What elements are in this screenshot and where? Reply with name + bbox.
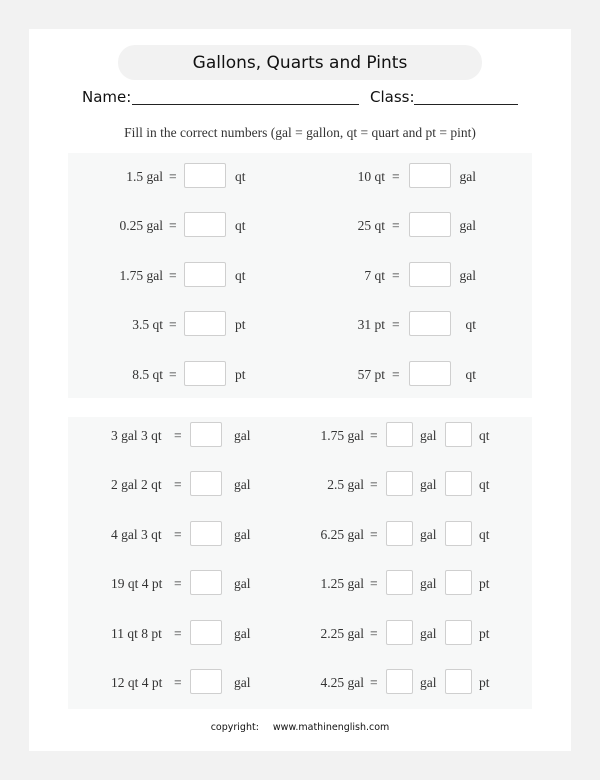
answer-unit: gal [459,218,476,233]
answer-unit-gal: gal [420,477,437,492]
problem-row [0,311,600,339]
answer-unit: qt [465,317,476,332]
given-quantity: 7 qt [364,268,385,283]
given-quantity: 31 pt [357,317,385,332]
section-2-panel [68,417,532,709]
answer-unit-second: pt [479,675,490,690]
answer-unit-gal: gal [420,527,437,542]
equals-sign: = [392,268,400,283]
given-quantity: 2 gal 2 qt [111,477,162,492]
answer-box-second[interactable] [445,422,472,447]
equals-sign: = [174,527,182,542]
answer-unit: pt [235,367,246,382]
class-blank-line[interactable] [414,104,518,105]
equals-sign: = [169,218,177,233]
answer-box[interactable] [409,212,451,237]
answer-box-second[interactable] [445,570,472,595]
equals-sign: = [370,428,378,443]
problem-row [0,212,600,240]
answer-unit-gal: gal [420,675,437,690]
equals-sign: = [392,317,400,332]
answer-unit-gal: gal [420,428,437,443]
answer-box[interactable] [409,163,451,188]
answer-unit: pt [235,317,246,332]
equals-sign: = [169,169,177,184]
site-url: www.mathinenglish.com [272,722,390,733]
answer-box-second[interactable] [445,471,472,496]
problem-row [0,669,600,697]
answer-unit-second: pt [479,576,490,591]
answer-unit-second: qt [479,428,490,443]
given-quantity: 2.5 gal [327,477,364,492]
answer-box-gal[interactable] [386,570,413,595]
name-label: Name: [82,88,132,106]
given-quantity: 11 qt 8 pt [111,626,162,641]
equals-sign: = [169,268,177,283]
class-label: Class: [370,88,415,106]
given-quantity: 12 qt 4 pt [111,675,163,690]
equals-sign: = [174,576,182,591]
answer-box[interactable] [190,620,222,645]
answer-unit: gal [234,428,251,443]
answer-unit: gal [459,268,476,283]
answer-box[interactable] [409,311,451,336]
answer-unit-gal: gal [420,626,437,641]
problem-row [0,361,600,389]
name-blank-line[interactable] [132,104,359,105]
answer-unit: gal [234,527,251,542]
answer-unit: qt [235,218,246,233]
equals-sign: = [174,626,182,641]
given-quantity: 2.25 gal [320,626,364,641]
answer-unit: qt [235,268,246,283]
problem-row [0,163,600,191]
answer-box[interactable] [184,212,226,237]
equals-sign: = [370,527,378,542]
given-quantity: 19 qt 4 pt [111,576,163,591]
footer [0,722,600,733]
answer-box[interactable] [184,361,226,386]
answer-box[interactable] [409,262,451,287]
answer-unit: qt [235,169,246,184]
answer-box-gal[interactable] [386,521,413,546]
worksheet-title [118,45,482,80]
answer-unit: qt [465,367,476,382]
equals-sign: = [169,317,177,332]
equals-sign: = [169,367,177,382]
given-quantity: 4.25 gal [320,675,364,690]
given-quantity: 1.75 gal [320,428,364,443]
equals-sign: = [370,675,378,690]
answer-unit-second: qt [479,477,490,492]
given-quantity: 4 gal 3 qt [111,527,162,542]
answer-unit-gal: gal [420,576,437,591]
answer-unit: gal [234,576,251,591]
title-text: Gallons, Quarts and Pints [192,52,408,73]
answer-box[interactable] [409,361,451,386]
answer-box[interactable] [184,163,226,188]
answer-box-second[interactable] [445,521,472,546]
given-quantity: 57 pt [357,367,385,382]
equals-sign: = [392,367,400,382]
answer-unit: gal [234,675,251,690]
equals-sign: = [392,218,400,233]
answer-box[interactable] [190,422,222,447]
given-quantity: 10 qt [357,169,385,184]
answer-unit: gal [234,477,251,492]
answer-unit-second: pt [479,626,490,641]
answer-box[interactable] [190,521,222,546]
problem-row [0,262,600,290]
answer-box[interactable] [190,669,222,694]
name-class-row [82,86,522,110]
answer-box[interactable] [184,262,226,287]
answer-box-gal[interactable] [386,620,413,645]
equals-sign: = [174,675,182,690]
problem-row [0,570,600,598]
answer-box[interactable] [190,570,222,595]
problem-row [0,620,600,648]
given-quantity: 3 gal 3 qt [111,428,162,443]
equals-sign: = [370,626,378,641]
given-quantity: 25 qt [357,218,385,233]
answer-box-gal[interactable] [386,422,413,447]
equals-sign: = [370,477,378,492]
instructions: Fill in the correct numbers (gal = gallon, qt = quart and pt = pint) [124,125,476,140]
given-quantity: 3.5 qt [132,317,163,332]
problem-row [0,422,600,450]
answer-box-gal[interactable] [386,471,413,496]
answer-box-gal[interactable] [386,669,413,694]
answer-box[interactable] [190,471,222,496]
given-quantity: 1.75 gal [119,268,163,283]
given-quantity: 8.5 qt [132,367,163,382]
problem-row [0,471,600,499]
answer-box[interactable] [184,311,226,336]
given-quantity: 6.25 gal [320,527,364,542]
problem-row [0,521,600,549]
answer-box-second[interactable] [445,669,472,694]
answer-box-second[interactable] [445,620,472,645]
answer-unit-second: qt [479,527,490,542]
answer-unit: gal [459,169,476,184]
equals-sign: = [174,428,182,443]
answer-unit: gal [234,626,251,641]
given-quantity: 0.25 gal [119,218,163,233]
given-quantity: 1.5 gal [126,169,163,184]
equals-sign: = [174,477,182,492]
equals-sign: = [392,169,400,184]
given-quantity: 1.25 gal [320,576,364,591]
copyright-label: copyright: [210,722,259,733]
equals-sign: = [370,576,378,591]
